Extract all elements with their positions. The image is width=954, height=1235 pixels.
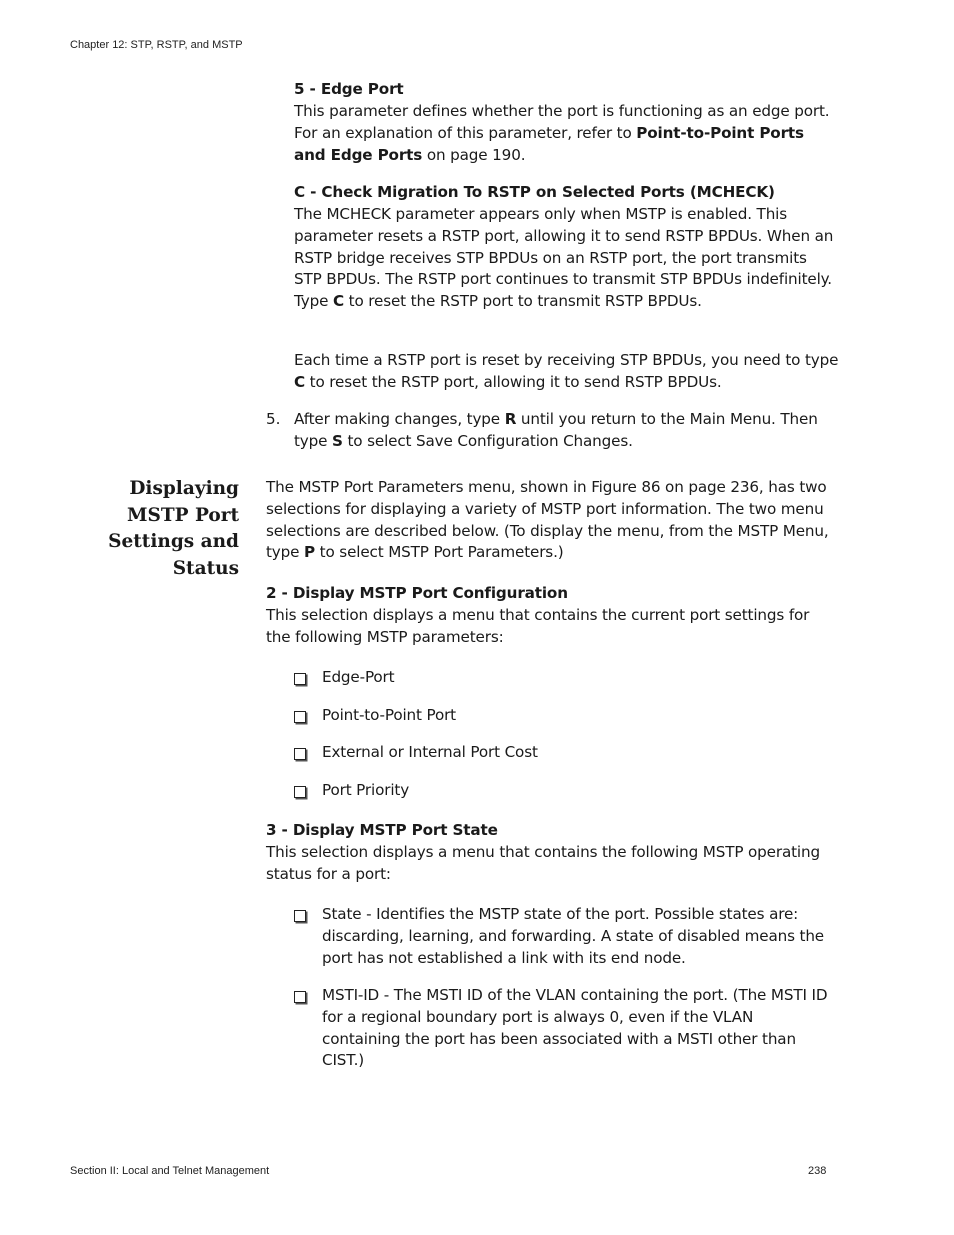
- mcheck-paragraph-1: The MCHECK parameter appears only when MSTP is enabled. This parameter resets a RSTP port, allowing it to send RSTP BPDUs. When an RSTP bridge receives STP BPDUs on an RSTP port, the port transmits STP BPDUs. The RSTP port continues to transmit STP BPDUs indefinitely. Type C to reset the RSTP port to transmit RSTP BPDUs.: [294, 205, 834, 311]
- config-heading: 2 - Display MSTP Port Configuration: [266, 584, 568, 602]
- page-number: 238: [808, 1165, 827, 1177]
- checkbox-bullet-icon: [294, 991, 306, 1003]
- checkbox-bullet-icon: [294, 786, 306, 798]
- state-text: This selection displays a menu that contains the following MSTP operating status for a port:: [266, 843, 820, 883]
- list-item: Port Priority: [322, 781, 410, 799]
- running-header: Chapter 12: STP, RSTP, and MSTP: [70, 39, 243, 51]
- config-text: This selection displays a menu that contains the current port settings for the following MSTP parameters:: [266, 606, 810, 646]
- step-5-text: After making changes, type R until you return to the Main Menu. Then type S to select Save Configuration Changes.: [294, 410, 818, 450]
- list-item: MSTI-ID - The MSTI ID of the VLAN containing the port. (The MSTI ID for a regional boundary port is always 0, even if the VLAN containing the port has been associated with a MSTI other than CIST.): [322, 986, 828, 1070]
- list-item: Edge-Port: [322, 668, 395, 686]
- mcheck-paragraph-2: Each time a RSTP port is reset by receiving STP BPDUs, you need to type C to reset the RSTP port, allowing it to send RSTP BPDUs.: [294, 351, 839, 391]
- checkbox-bullet-icon: [294, 910, 306, 922]
- section-title: Displaying MSTP Port Settings and Status: [108, 478, 239, 579]
- edge-port-heading: 5 - Edge Port: [294, 80, 404, 98]
- checkbox-bullet-icon: [294, 711, 306, 723]
- list-item: Point-to-Point Port: [322, 706, 456, 724]
- edge-port-text: This parameter defines whether the port is functioning as an edge port. For an explanation of this parameter, refer to Point-to-Point Ports and Edge Ports on page 190.: [294, 102, 830, 164]
- state-heading: 3 - Display MSTP Port State: [266, 821, 498, 839]
- list-item: State - Identifies the MSTP state of the port. Possible states are: discarding, learning, and forwarding. A state of disabled means the port has not established a link with its end node.: [322, 905, 824, 967]
- list-item: External or Internal Port Cost: [322, 743, 538, 761]
- step-number: 5.: [266, 410, 281, 428]
- footer-section: Section II: Local and Telnet Management: [70, 1165, 270, 1177]
- section-intro: The MSTP Port Parameters menu, shown in Figure 86 on page 236, has two selections for displaying a variety of MSTP port information. The two menu selections are described below. (To display the menu, from the MSTP Menu, type P to select MSTP Port Parameters.): [266, 478, 829, 562]
- checkbox-bullet-icon: [294, 673, 306, 685]
- mcheck-heading: C - Check Migration To RSTP on Selected Ports (MCHECK): [294, 183, 775, 201]
- cross-reference-link: Point-to-Point Ports and Edge Ports: [294, 123, 804, 164]
- checkbox-bullet-icon: [294, 748, 306, 760]
